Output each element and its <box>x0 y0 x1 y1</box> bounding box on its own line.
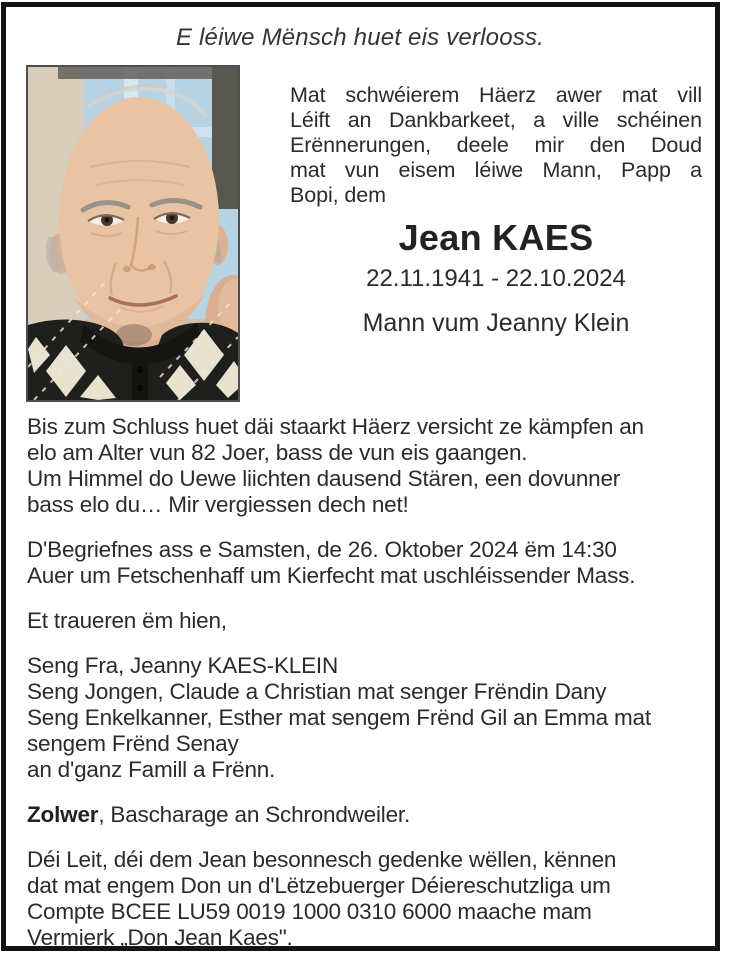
tribute-paragraph <box>27 414 707 518</box>
mourners-list <box>27 653 707 783</box>
text-line: Auer um Fetschenhaff um Kierfecht mat uschléissender Mass. <box>27 563 636 588</box>
mourning-intro: Et traueren ëm hien, <box>27 608 227 633</box>
deceased-dates: 22.11.1941 - 22.10.2024 <box>366 265 626 292</box>
text-line: mat vun eisem léiwe Mann, Papp a <box>290 158 702 182</box>
text-line: Mat schwéierem Häerz awer mat vill <box>290 83 702 107</box>
portrait-illustration <box>28 67 238 400</box>
text-line: Erënnerungen, deele mir den Doud <box>290 133 702 157</box>
text-line: dat mat engem Don un d'Lëtzebuerger Déiereschutzliga um <box>27 873 611 898</box>
donation-paragraph <box>27 847 707 951</box>
opening-line: E léiwe Mënsch huet eis verlooss. <box>175 24 545 51</box>
text-line: Bopi, dem <box>290 183 386 207</box>
deceased-name: Jean KAES <box>398 217 594 258</box>
funeral-paragraph <box>27 537 707 589</box>
portrait-photo <box>26 65 240 402</box>
text-line: Seng Fra, Jeanny KAES-KLEIN <box>27 653 339 678</box>
text-line: elo am Alter vun 82 Joer, bass de vun eis gaangen. <box>27 440 528 465</box>
residence-place-rest: , Bascharage an Schrondweiler. <box>98 802 411 827</box>
intro-paragraph <box>290 83 702 208</box>
text-line: sengem Frënd Senay <box>27 731 239 756</box>
text-line: Bis zum Schluss huet däi staarkt Häerz versicht ze kämpfen an <box>27 414 644 439</box>
notice-body <box>27 414 707 970</box>
text-line: an d'ganz Famill a Frënn. <box>27 757 276 782</box>
text-line: Vermierk „Don Jean Kaes". <box>27 925 293 950</box>
intro-column <box>290 83 702 336</box>
text-line: Seng Enkelkanner, Esther mat sengem Frënd Gil an Emma mat <box>27 705 651 730</box>
deceased-relation: Mann vum Jeanny Klein <box>362 309 630 337</box>
text-line: Léift an Dankbarkeet, a ville schéinen <box>290 108 702 132</box>
text-line: Déi Leit, déi dem Jean besonnesch gedenke wëllen, kënnen <box>27 847 617 872</box>
text-line: Um Himmel do Uewe liichten dausend Stären, een dovunner <box>27 466 621 491</box>
text-line: bass elo du… Mir vergiessen dech net! <box>27 492 409 517</box>
residence-place-bold: Zolwer <box>27 802 99 827</box>
text-line: Seng Jongen, Claude a Christian mat senger Frëndin Dany <box>27 679 607 704</box>
text-line: D'Begriefnes ass e Samsten, de 26. Oktober 2024 ëm 14:30 <box>27 537 617 562</box>
residence-line <box>27 802 707 828</box>
text-line: Compte BCEE LU59 0019 1000 0310 6000 maache mam <box>27 899 592 924</box>
